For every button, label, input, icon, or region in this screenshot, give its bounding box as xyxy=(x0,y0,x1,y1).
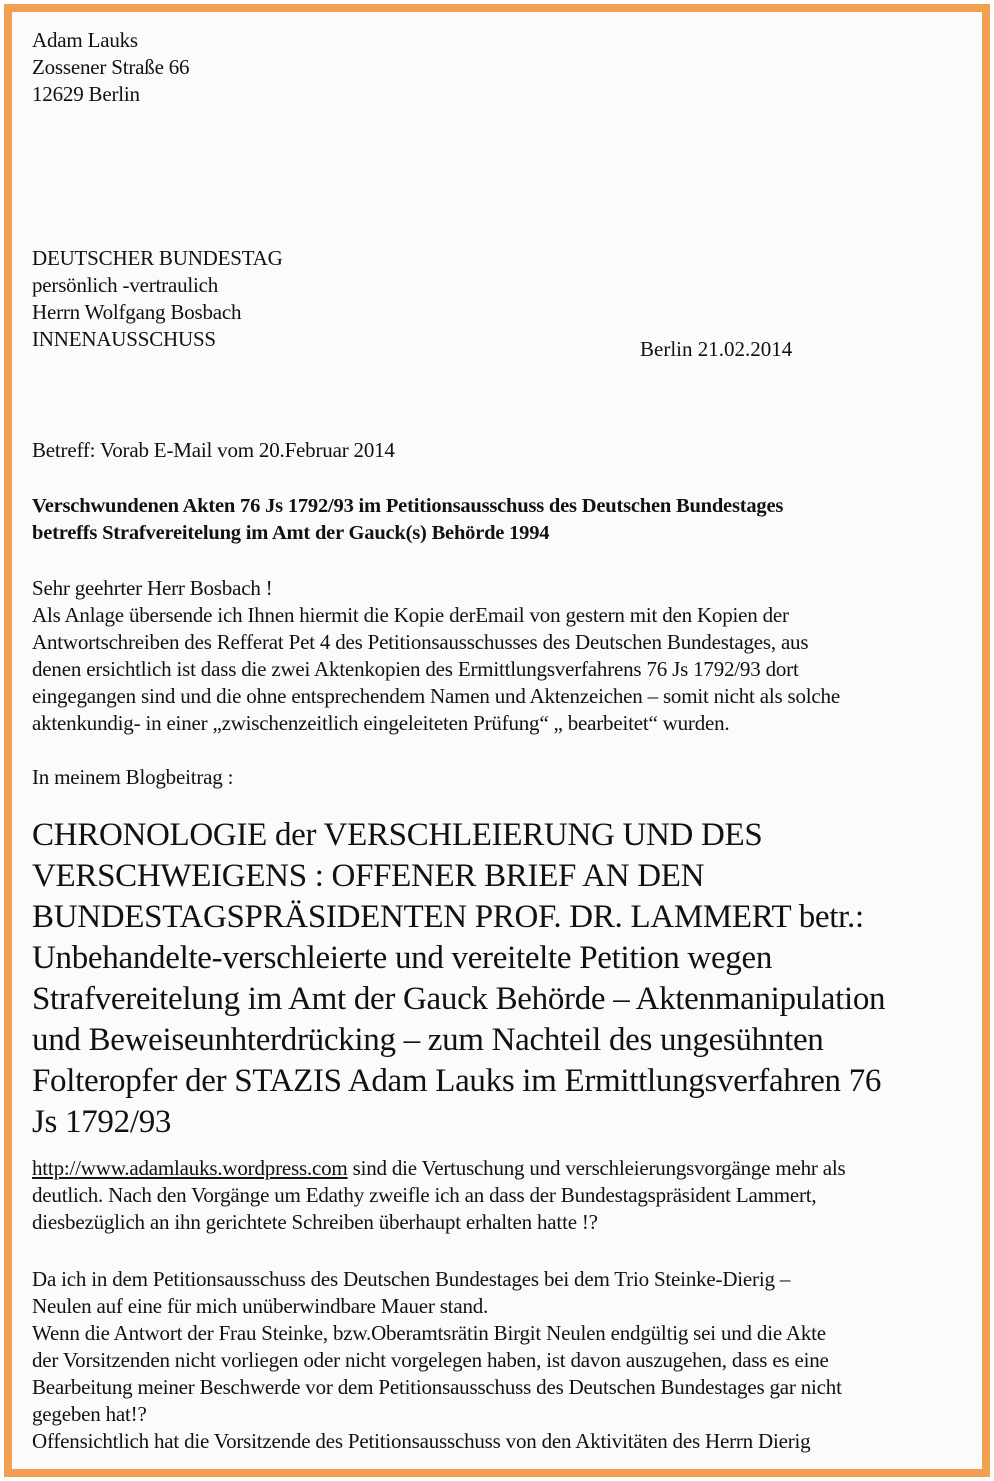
link-line-rest: sind die Vertuschung und verschleierungsvorgänge mehr als xyxy=(347,1156,846,1180)
body-line: deutlich. Nach den Vorgänge um Edathy zweifle ich an dass der Bundestagspräsident Lammert, xyxy=(32,1183,817,1207)
body-line: diesbezüglich an ihn gerichtete Schreiben überhaupt erhalten hatte !? xyxy=(32,1210,598,1234)
sender-name: Adam Lauks xyxy=(32,28,138,52)
blog-title-line: Strafvereitelung im Amt der Gauck Behörde – Aktenmanipulation xyxy=(32,981,886,1017)
letter-date: Berlin 21.02.2014 xyxy=(640,337,793,361)
body-line: Offensichtlich hat die Vorsitzende des Petitionsausschuss von den Aktivitäten des Herrn Dierig xyxy=(32,1429,811,1453)
heading-line: Verschwundenen Akten 76 Js 1792/93 im Petitionsausschuss des Deutschen Bundestages xyxy=(32,495,784,517)
subject-line: Betreff: Vorab E-Mail vom 20.Februar 2014 xyxy=(32,438,395,462)
letter-page xyxy=(12,12,982,1469)
body-line: Bearbeitung meiner Beschwerde vor dem Petitionsausschuss des Deutschen Bundestages gar nicht xyxy=(32,1375,842,1399)
body-line: aktenkundig- in einer „zwischenzeitlich eingeleiteten Prüfung“ „ bearbeitet“ wurden. xyxy=(32,711,730,735)
recipient-line: Herrn Wolfgang Bosbach xyxy=(32,300,242,324)
body-line: der Vorsitzenden nicht vorliegen oder nicht vorgelegen haben, ist davon auszugehen, dass es eine xyxy=(32,1348,829,1372)
recipient-line: DEUTSCHER BUNDESTAG xyxy=(32,246,283,270)
recipient-line: INNENAUSSCHUSS xyxy=(32,327,216,351)
body-line: Neulen auf eine für mich unüberwindbare Mauer stand. xyxy=(32,1294,489,1318)
body-line: Da ich in dem Petitionsausschuss des Deutschen Bundestages bei dem Trio Steinke-Dierig – xyxy=(32,1267,791,1291)
blog-title-line: Unbehandelte-verschleierte und vereitelte Petition wegen xyxy=(32,940,773,976)
blog-title-line: und Beweiseunhterdrücking – zum Nachteil des ungesühnten xyxy=(32,1022,824,1058)
blog-intro: In meinem Blogbeitrag : xyxy=(32,765,234,789)
blog-title-line: VERSCHWEIGENS : OFFENER BRIEF AN DEN xyxy=(32,858,705,894)
document-frame xyxy=(4,4,990,1477)
body-line: Als Anlage übersende ich Ihnen hiermit die Kopie derEmail von gestern mit den Kopien der xyxy=(32,603,789,627)
bold-heading xyxy=(32,493,783,547)
recipient-line: persönlich -vertraulich xyxy=(32,273,219,297)
salutation: Sehr geehrter Herr Bosbach ! xyxy=(32,576,273,600)
body-line: gegeben hat!? xyxy=(32,1402,147,1426)
blog-title xyxy=(32,815,885,1143)
blog-title-line: BUNDESTAGSPRÄSIDENTEN PROF. DR. LAMMERT betr.: xyxy=(32,899,864,935)
recipient-address xyxy=(32,245,283,353)
body-line: Wenn die Antwort der Frau Steinke, bzw.Oberamtsrätin Birgit Neulen endgültig sei und die Akte xyxy=(32,1321,826,1345)
link-paragraph xyxy=(32,1155,845,1236)
closing-paragraph xyxy=(32,1266,842,1455)
body-line: Antwortschreiben des Refferat Pet 4 des Petitionsausschusses des Deutschen Bundestages, aus xyxy=(32,630,809,654)
blog-title-line: CHRONOLOGIE der VERSCHLEIERUNG UND DES xyxy=(32,817,763,853)
greeting-paragraph xyxy=(32,575,840,737)
heading-line: betreffs Strafvereitelung im Amt der Gauck(s) Behörde 1994 xyxy=(32,522,550,544)
body-line: denen ersichtlich ist dass die zwei Aktenkopien des Ermittlungsverfahrens 76 Js 1792/93 dort xyxy=(32,657,799,681)
link-line xyxy=(32,1155,845,1182)
blog-title-line: Folteropfer der STAZIS Adam Lauks im Ermittlungsverfahren 76 xyxy=(32,1063,882,1099)
blog-link[interactable]: http://www.adamlauks.wordpress.com xyxy=(32,1156,348,1180)
blog-title-line: Js 1792/93 xyxy=(32,1104,172,1140)
sender-address xyxy=(32,27,189,108)
body-line: eingegangen sind und die ohne entsprechendem Namen und Aktenzeichen – somit nicht als solche xyxy=(32,684,840,708)
sender-city: 12629 Berlin xyxy=(32,82,140,106)
sender-street: Zossener Straße 66 xyxy=(32,55,190,79)
